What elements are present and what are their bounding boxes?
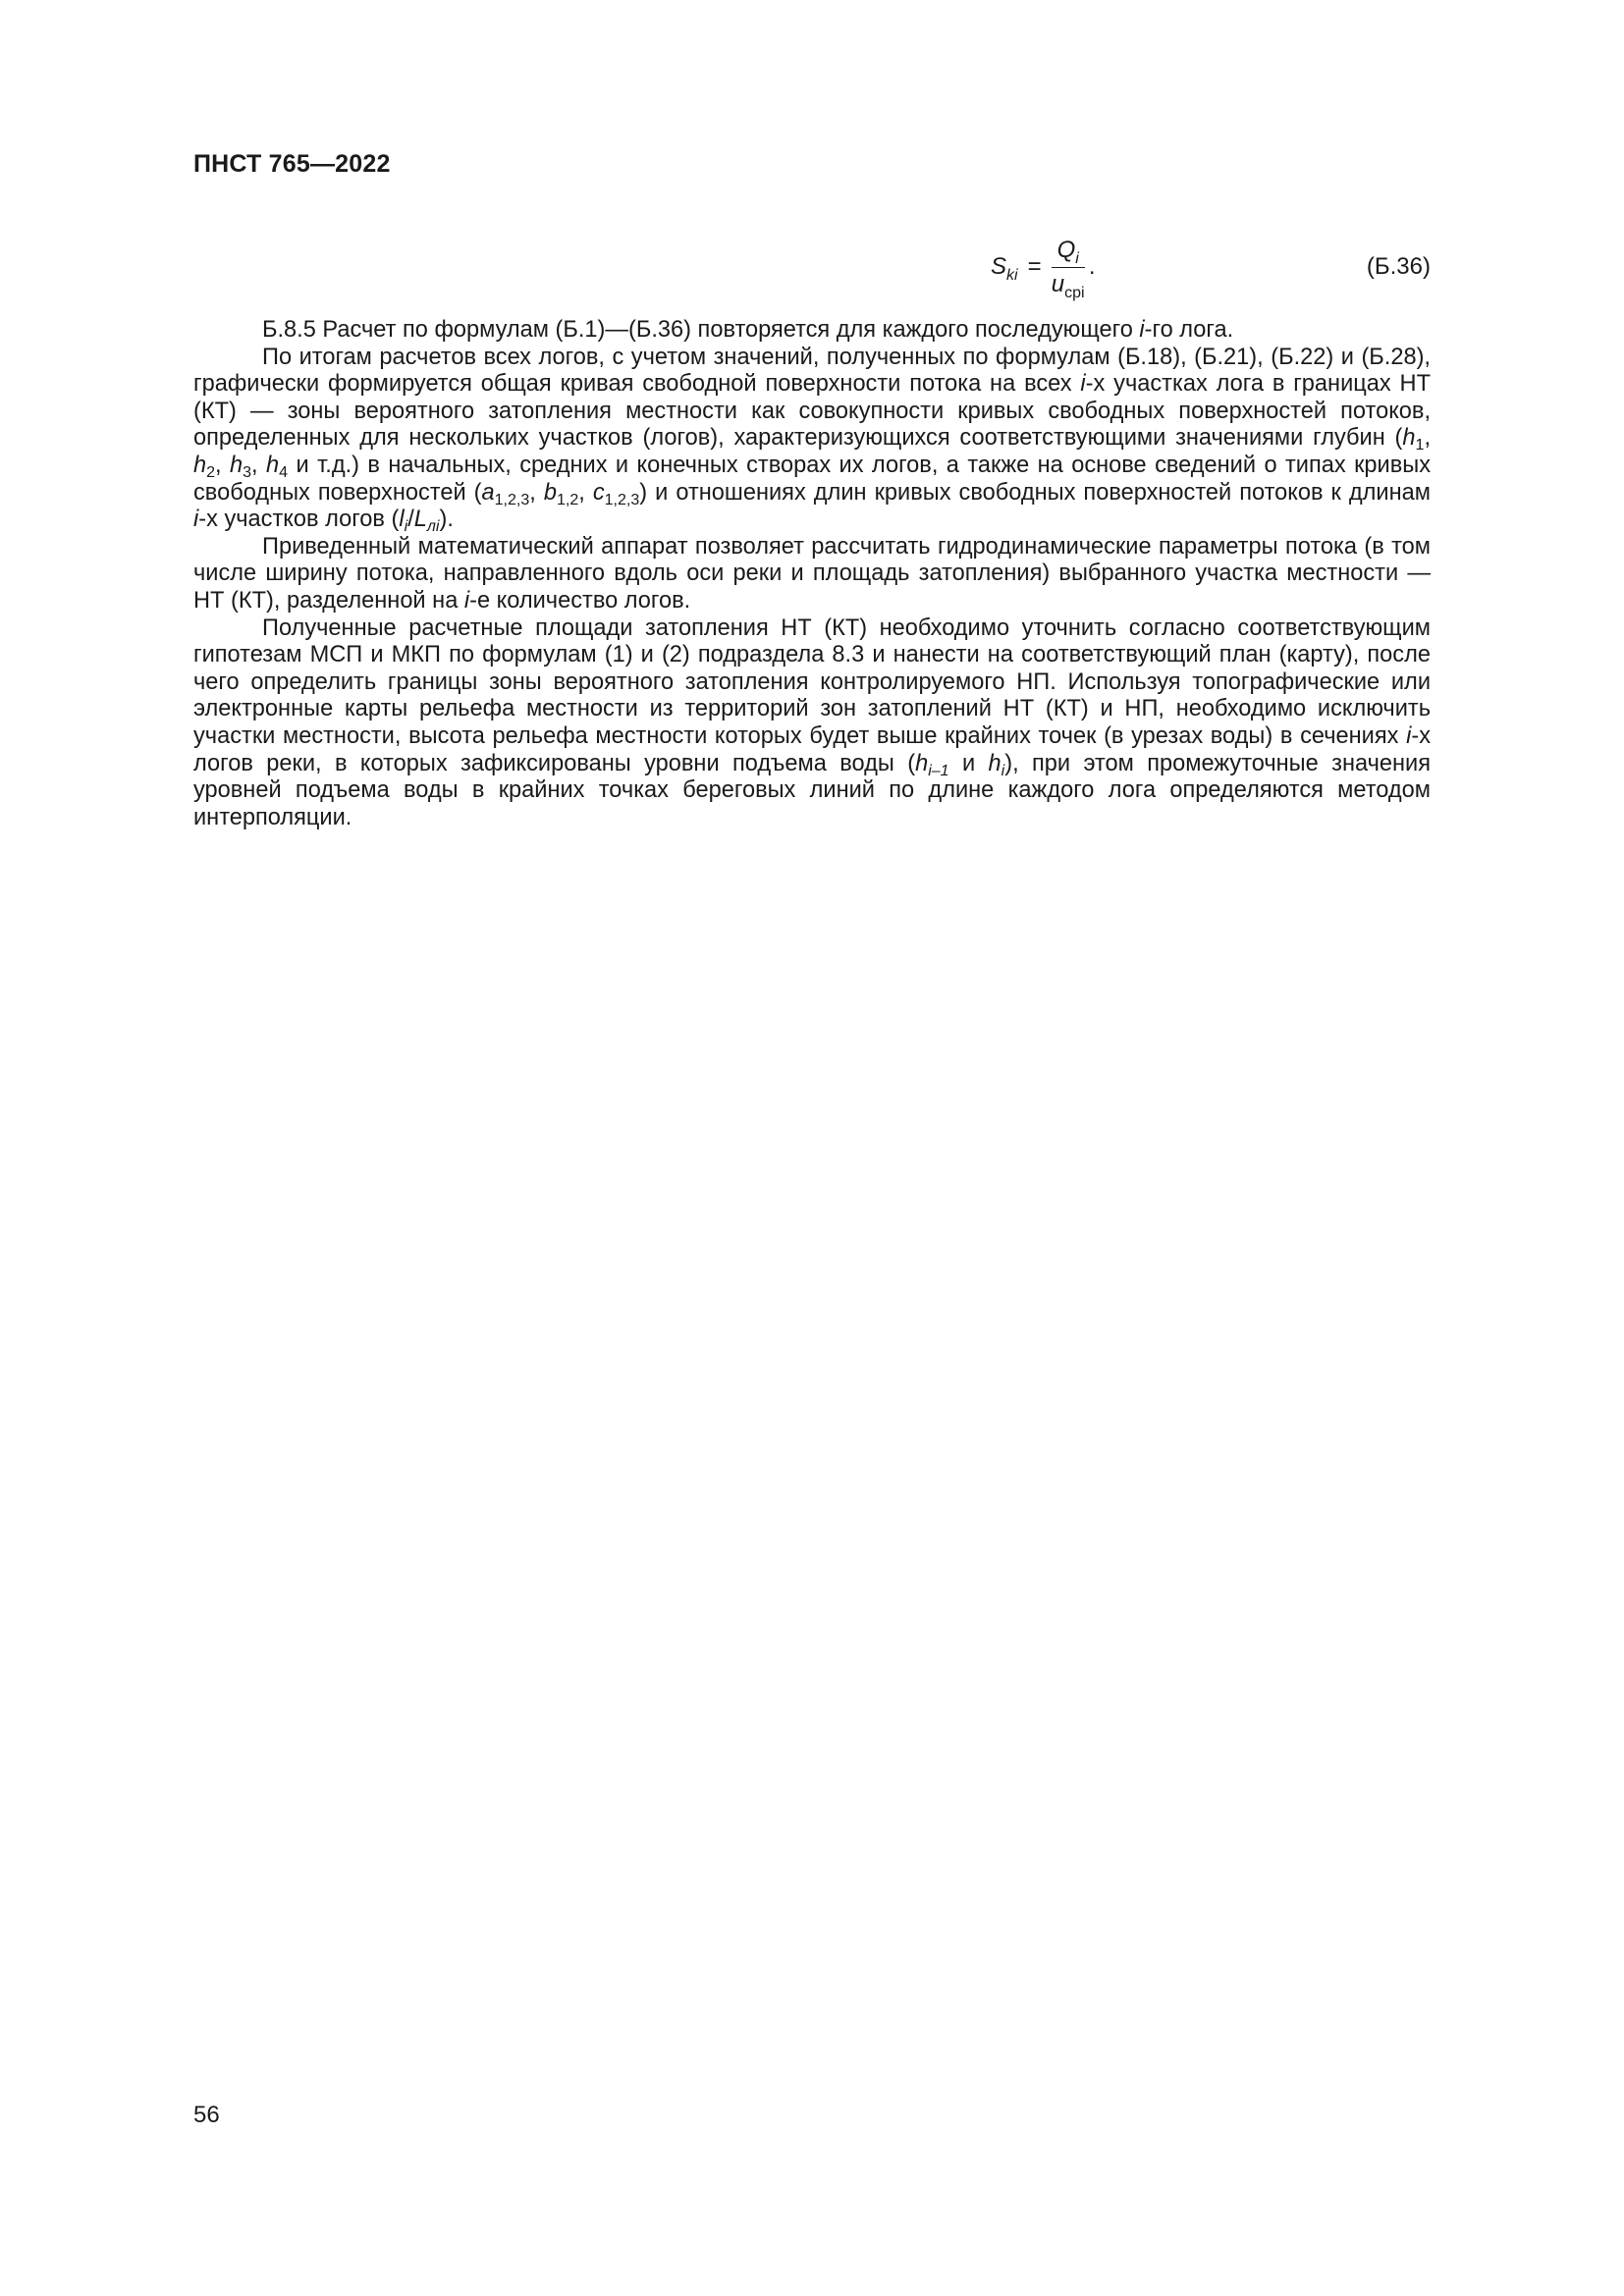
page-number: 56 — [193, 2102, 220, 2128]
formula-equals: = — [1027, 253, 1042, 280]
formula-number: (Б.36) — [1366, 253, 1431, 280]
paragraph: Б.8.5 Расчет по формулам (Б.1)—(Б.36) повторяется для каждого последующего i-го лога. — [262, 317, 1234, 343]
document-header: ПНСТ 765—2022 — [193, 150, 391, 178]
paragraph: Полученные расчетные площади затопления НТ (КТ) необходимо уточнить согласно соответствующим гипотезам МСП и МКП по формулам (1) и (2) подраздела 8.3 и нанести на соответствующий план (карту), после чего определить границы зоны вероятного затопления контролируемого НП. Используя топографические или электронные карты рельефа местности из территорий зон затоплений НТ (КТ) и НП, необходимо исключить участки местности, высота рельефа местности которых будет выше крайних точек (в урезах воды) в сечениях i-х логов реки, в которых зафиксированы уровни подъема воды ($h_{i-1}$ и $h_i$), при этом промежуточные значения уровней подъема воды в крайних точках береговых линий по длине каждого лога определяются методом интерполяции. — [193, 614, 1431, 830]
body-text — [193, 317, 1431, 831]
formula-lhs: $S_{ki}$ — [991, 253, 1018, 284]
formula-denominator: $u_{срi}$ — [1051, 270, 1085, 301]
formula-numerator: $Q_i$ — [1052, 237, 1085, 268]
formula-b36 — [193, 236, 1431, 314]
formula-period: . — [1088, 253, 1096, 280]
paragraph: По итогам расчетов всех логов, с учетом значений, полученных по формулам (Б.18), (Б.21), (Б.22) и (Б.28), графически формируется общая кривая свободной поверхности потока на всех i-х участках лога в границах НТ (КТ) — зоны вероятного затопления местности как совокупности кривых свободных поверхностей потоков, определенных для нескольких участков (логов), характеризующихся соответствующими значениями глубин ($h_1$, $h_2$, $h_3$, $h_4$ и т.д.) в начальных, средних и конечных створах их логов, а также на основе сведений о типах кривых свободных поверхностей ($a_{1,2,3}$, $b_{1,2}$, $c_{1,2,3}$) и отношениях длин кривых свободных поверхностей потоков к длинам i-х участков логов $(l_i/L_{лi})$. — [193, 344, 1432, 536]
paragraph: Приведенный математический аппарат позволяет рассчитать гидродинамические параметры потока (в том числе ширину потока, направленного вдоль оси реки и площадь затопления) выбранного участка местности — НТ (КТ), разделенной на i-е количество логов. — [193, 533, 1431, 614]
formula-expression — [991, 236, 1096, 301]
formula-fraction — [1051, 236, 1085, 301]
